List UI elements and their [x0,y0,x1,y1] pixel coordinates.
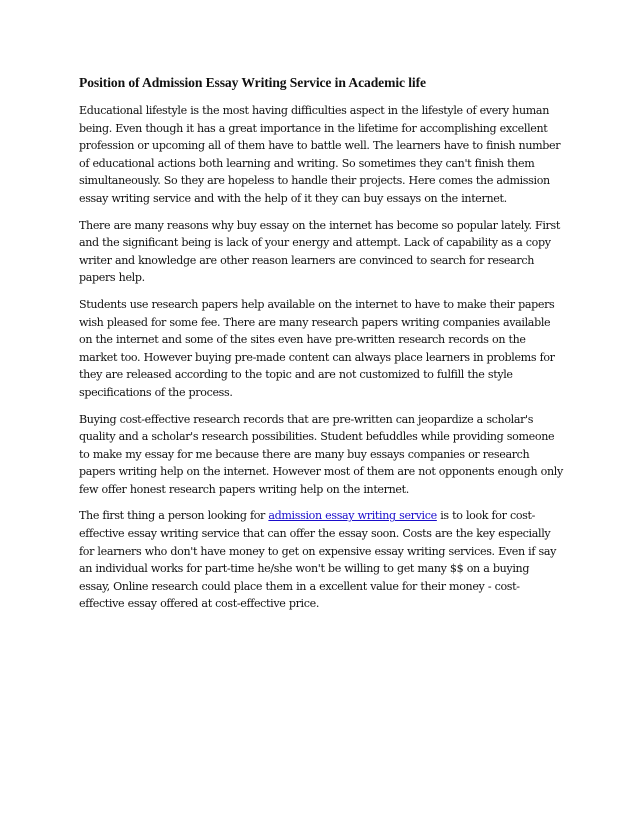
document-title: Position of Admission Essay Writing Service in Academic life [79,75,426,90]
paragraph-5-lead-text: The first thing a person looking for [79,509,269,523]
paragraph-4: Buying cost-effective research records that are pre-written can jeopardize a scholar's quality and a scholar's research possibilities. Student befuddles while providing someone to make my essay for me because there are many buy essays companies or research papers writing help on the internet. However most of them are not opponents enough only few offer honest research papers writing help on the internet. [79,412,563,496]
paragraph-5 [79,507,563,613]
paragraph-2: There are many reasons why buy essay on the internet has become so popular lately. First and the significant being is lack of your energy and attempt. Lack of capability as a copy writer and knowledge are other reason learners are convinced to search for research papers help. [79,218,560,285]
paragraph-1: Educational lifestyle is the most having difficulties aspect in the lifestyle of every human being. Even though it has a great importance in the lifetime for accomplishing excellent profession or upcoming all of them have to battle well. The learners have to finish number of educational actions both learning and writing. So sometimes they can't finish them simultaneously. So they are hopeless to handle their projects. Here comes the admission essay writing service and with the help of it they can buy essays on the internet. [79,104,561,205]
admission-essay-writing-service-link[interactable]: admission essay writing service [268,509,437,523]
paragraph-5-trailing-text: is to look for cost-effective essay writing service that can offer the essay soon. Costs are the key especially for learners who don't have money to get on expensive essay writing services. Even if say an individual works for part-time he/she won't be willing to get many $$ on a buying essay, Online research could place them in a excellent value for their money - cost-effective essay offered at cost-effective price. [79,509,556,611]
paragraph-3: Students use research papers help available on the internet to have to make their papers wish pleased for some fee. There are many research papers writing companies available on the internet and some of the sites even have pre-written research records on the market too. However buying pre-made content can always place learners in problems for they are released according to the topic and are not customized to fulfill the style specifications of the process. [79,297,555,399]
document-body [79,74,563,622]
